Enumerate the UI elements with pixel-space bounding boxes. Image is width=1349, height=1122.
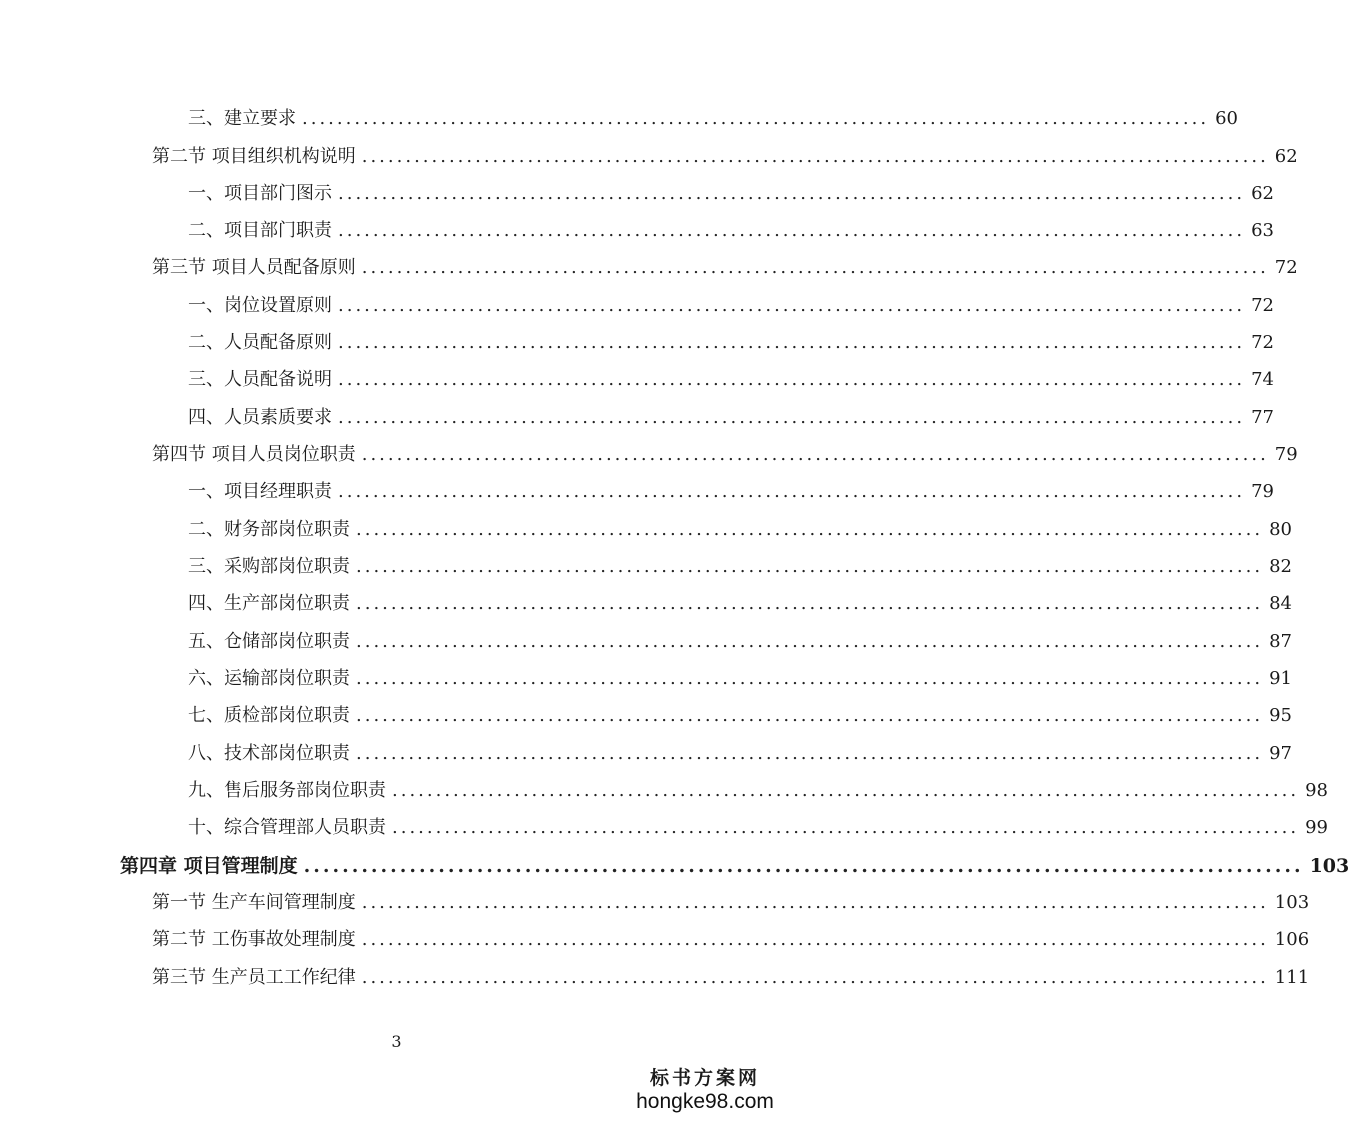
toc-leader-dots: ........................................................................................................ xyxy=(356,668,1264,689)
toc-entry[interactable] xyxy=(188,327,1274,355)
toc-leader-dots: ........................................................................................................ xyxy=(356,631,1264,652)
toc-leader-dots: ........................................................................................................ xyxy=(356,705,1264,726)
toc-page-number: 99 xyxy=(1305,817,1328,838)
site-watermark xyxy=(625,1063,785,1114)
toc-entry[interactable] xyxy=(188,738,1292,766)
toc-page-number: 63 xyxy=(1251,220,1274,241)
toc-page-number: 72 xyxy=(1274,257,1298,278)
toc-entry-label: 二、人员配备原则 xyxy=(188,332,332,353)
toc-entry-label: 七、质检部岗位职责 xyxy=(188,705,350,726)
toc-entry[interactable] xyxy=(152,924,1310,952)
toc-entry-label: 三、人员配备说明 xyxy=(188,369,332,390)
toc-leader-dots: ........................................................................................................ xyxy=(338,407,1246,428)
toc-leader-dots: ........................................................................................................ xyxy=(356,556,1264,577)
toc-page-number: 77 xyxy=(1251,407,1274,428)
toc-page-number: 80 xyxy=(1269,519,1292,540)
page-number: 3 xyxy=(391,1032,402,1051)
toc-page-number: 74 xyxy=(1251,369,1274,390)
toc-entry-label: 第三节 项目人员配备原则 xyxy=(152,257,356,278)
toc-entry-label: 三、采购部岗位职责 xyxy=(188,556,350,577)
toc-leader-dots: ........................................................................................................ xyxy=(356,593,1264,614)
toc-leader-dots: ........................................................................................................ xyxy=(361,444,1269,465)
toc-page-number: 84 xyxy=(1269,593,1292,614)
toc-entry[interactable] xyxy=(188,178,1274,206)
toc-page-number: 91 xyxy=(1269,668,1292,689)
toc-page-number: 62 xyxy=(1251,183,1274,204)
toc-page-number: 106 xyxy=(1274,929,1310,950)
toc-entry[interactable] xyxy=(188,812,1328,840)
toc-entry[interactable] xyxy=(152,141,1298,169)
toc-leader-dots: ........................................................................................................ xyxy=(361,892,1269,913)
toc-entry-label: 六、运输部岗位职责 xyxy=(188,668,350,689)
toc-entry-label: 一、项目经理职责 xyxy=(188,481,332,502)
toc-entry[interactable] xyxy=(188,514,1292,542)
toc-page-number: 62 xyxy=(1274,146,1298,167)
toc-entry-label: 一、项目部门图示 xyxy=(188,183,332,204)
toc-leader-dots: ........................................................................................................ xyxy=(338,332,1246,353)
toc-page-number: 60 xyxy=(1215,108,1238,129)
toc-entry-label: 第三节 生产员工工作纪律 xyxy=(152,967,356,988)
toc-entry[interactable] xyxy=(188,626,1292,654)
toc-entry-label: 第二节 工伤事故处理制度 xyxy=(152,929,356,950)
toc-entry-label: 四、生产部岗位职责 xyxy=(188,593,350,614)
toc-leader-dots: ........................................................................................................ xyxy=(302,108,1210,129)
toc-entry[interactable] xyxy=(188,775,1328,803)
toc-entry[interactable] xyxy=(188,402,1274,430)
toc-leader-dots: ........................................................................................................ xyxy=(361,257,1269,278)
toc-leader-dots: ........................................................................................................ xyxy=(338,481,1246,502)
toc-page-number: 72 xyxy=(1251,295,1274,316)
toc-entry-label: 第四节 项目人员岗位职责 xyxy=(152,444,356,465)
toc-entry[interactable] xyxy=(152,439,1298,467)
toc-page-number: 72 xyxy=(1251,332,1274,353)
toc-leader-dots: ........................................................................................................ xyxy=(361,146,1269,167)
toc-page-number: 82 xyxy=(1269,556,1292,577)
watermark-url: hongke98.com xyxy=(636,1090,774,1113)
toc-page-number: 87 xyxy=(1269,631,1292,652)
toc-leader-dots: ........................................................................................................ xyxy=(392,780,1300,801)
toc-page-number: 98 xyxy=(1305,780,1328,801)
toc-entry-label: 第一节 生产车间管理制度 xyxy=(152,892,356,913)
toc-entry-label: 一、岗位设置原则 xyxy=(188,295,332,316)
toc-entry[interactable] xyxy=(188,551,1292,579)
toc-entry-label: 二、财务部岗位职责 xyxy=(188,519,350,540)
toc-page-number: 79 xyxy=(1274,444,1298,465)
toc-entry[interactable] xyxy=(188,215,1274,243)
toc-entry-label: 第四章 项目管理制度 xyxy=(120,855,298,877)
toc-entry-label: 九、售后服务部岗位职责 xyxy=(188,780,386,801)
toc-leader-dots: ........................................................................................................ xyxy=(392,817,1300,838)
toc-leader-dots: ........................................................................................................ xyxy=(356,743,1264,764)
toc-entry-label: 八、技术部岗位职责 xyxy=(188,743,350,764)
toc-entry[interactable] xyxy=(188,290,1274,318)
toc-entry[interactable] xyxy=(188,476,1274,504)
toc-leader-dots: ........................................................................................................ xyxy=(338,295,1246,316)
toc-entry-label: 第二节 项目组织机构说明 xyxy=(152,146,356,167)
toc-entry[interactable] xyxy=(152,252,1298,280)
toc-entry-label: 四、人员素质要求 xyxy=(188,407,332,428)
toc-page-number: 103 xyxy=(1274,892,1310,913)
toc-entry[interactable] xyxy=(152,887,1310,915)
toc-entry-label: 五、仓储部岗位职责 xyxy=(188,631,350,652)
toc-entry[interactable] xyxy=(188,364,1274,392)
toc-page-number: 97 xyxy=(1269,743,1292,764)
toc-leader-dots: ........................................................................................................ xyxy=(338,220,1246,241)
toc-page-number: 103 xyxy=(1309,855,1349,877)
toc-leader-dots: ........................................................................................................ xyxy=(338,183,1246,204)
toc-page-number: 95 xyxy=(1269,705,1292,726)
toc-leader-dots: ........................................................................................................ xyxy=(361,929,1269,950)
toc-entry[interactable] xyxy=(188,663,1292,691)
toc-entry[interactable] xyxy=(152,962,1310,990)
toc-entry[interactable] xyxy=(188,103,1238,131)
toc-page-number: 111 xyxy=(1274,967,1310,988)
toc-entry-label: 十、综合管理部人员职责 xyxy=(188,817,386,838)
watermark-name: 标书方案网 xyxy=(649,1067,760,1089)
toc-entry-label: 三、建立要求 xyxy=(188,108,296,129)
toc-leader-dots: ........................................................................................................ xyxy=(303,855,1304,877)
toc-entry[interactable] xyxy=(188,588,1292,616)
toc-entry[interactable] xyxy=(188,700,1292,728)
toc-leader-dots: ........................................................................................................ xyxy=(356,519,1264,540)
toc-entry-label: 二、项目部门职责 xyxy=(188,220,332,241)
toc-leader-dots: ........................................................................................................ xyxy=(338,369,1246,390)
toc-leader-dots: ........................................................................................................ xyxy=(361,967,1269,988)
toc-entry-chapter[interactable] xyxy=(120,850,1349,878)
toc-page-number: 79 xyxy=(1251,481,1274,502)
